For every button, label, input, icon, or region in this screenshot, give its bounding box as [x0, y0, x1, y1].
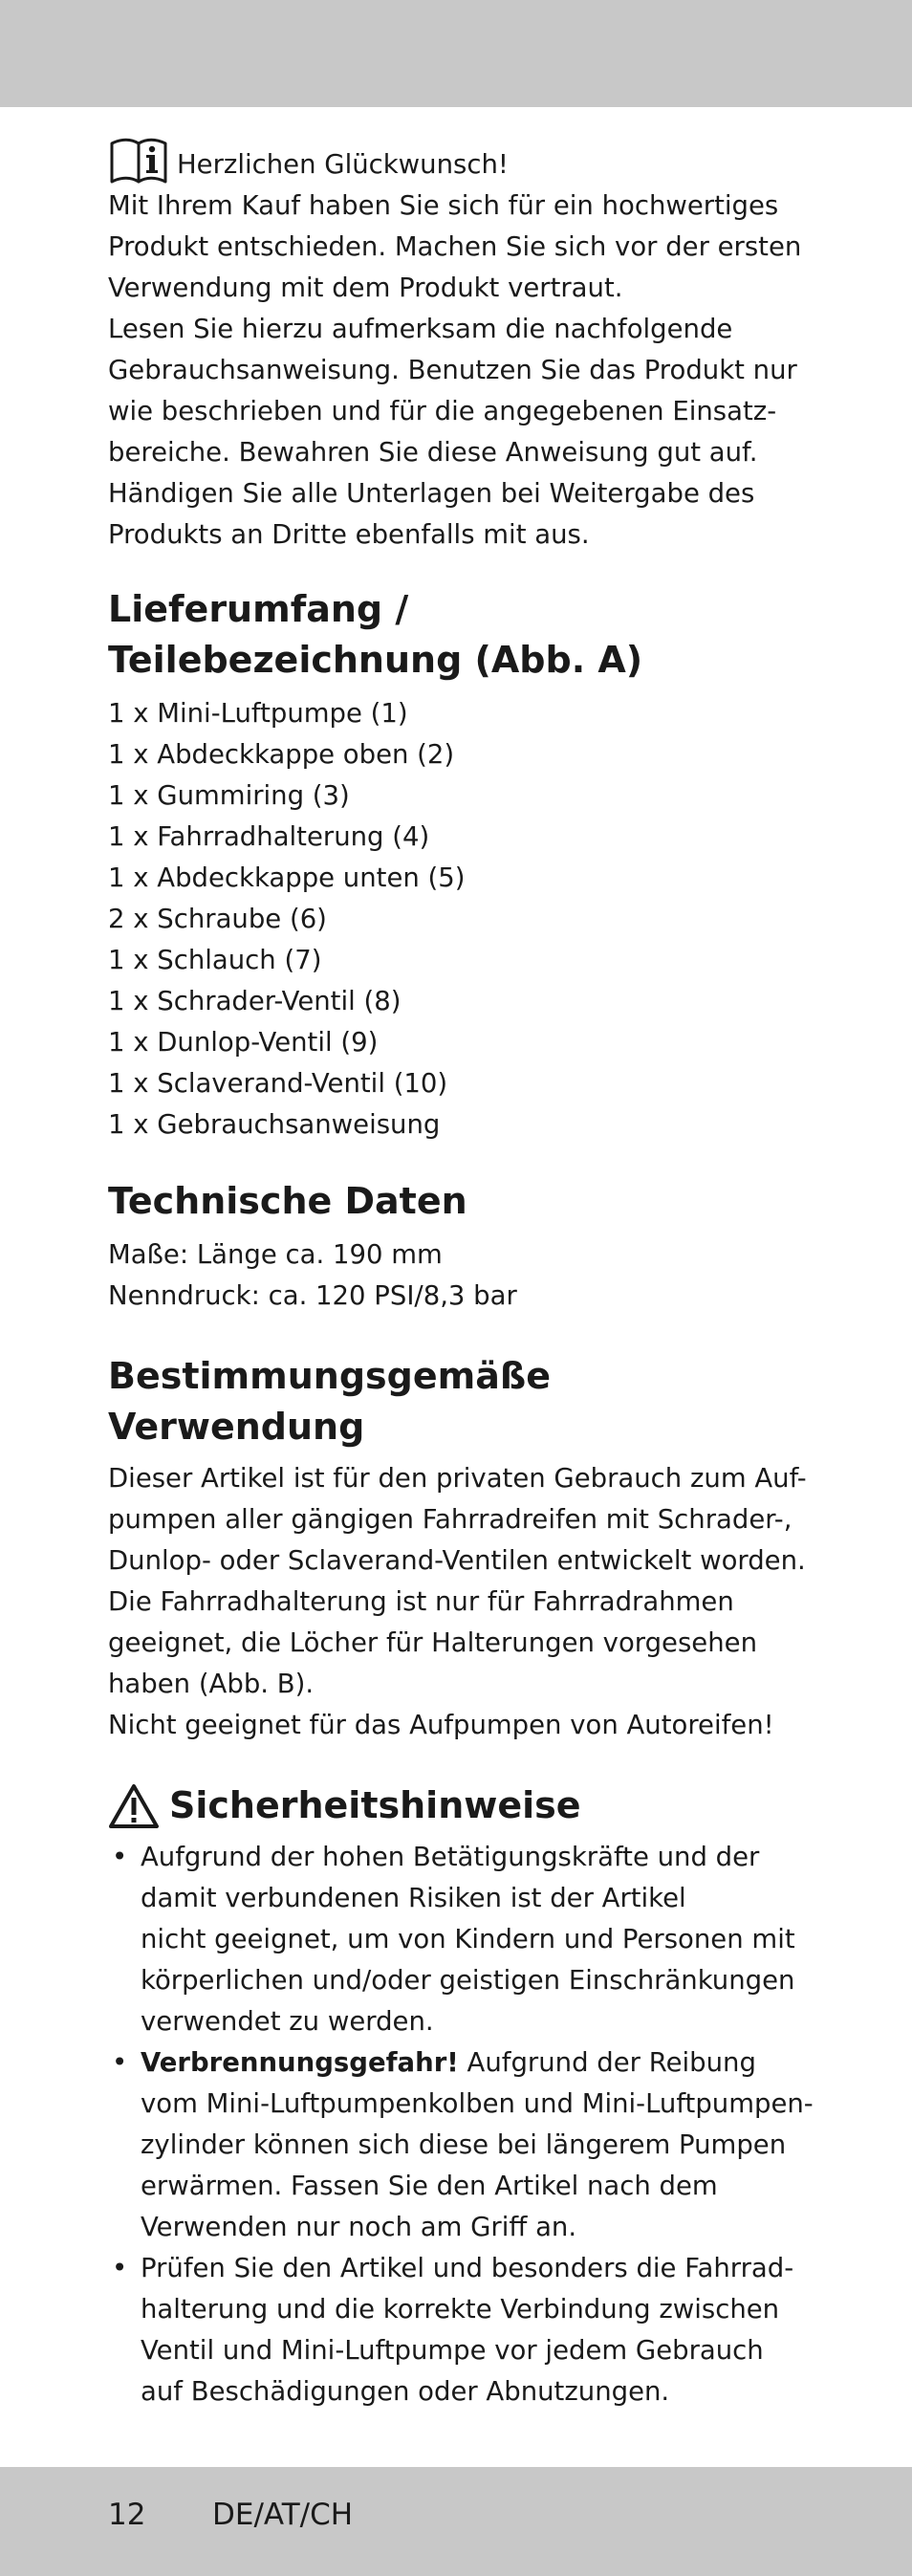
intro-line: bereiche. Bewahren Sie diese Anweisung gut auf. [108, 437, 758, 468]
technik-section [108, 1176, 815, 1317]
list-item: 1 x Gebrauchsanweisung [108, 1109, 441, 1140]
bullet-line: halterung und die korrekte Verbindung zwischen [141, 2294, 780, 2325]
intro-line: Lesen Sie hierzu aufmerksam die nachfolgende [108, 314, 733, 344]
bullet-line: Ventil und Mini-Luftpumpe vor jedem Gebrauch [141, 2335, 764, 2366]
bullet-line: vom Mini-Luftpumpenkolben und Mini-Luftpumpen- [141, 2088, 814, 2119]
bullet-line: nicht geeignet, um von Kindern und Personen mit [141, 1924, 795, 1954]
safety-bullets [108, 1837, 815, 2412]
page-content [108, 136, 815, 2412]
body-line: Dunlop- oder Sclaverand-Ventilen entwickelt worden. [108, 1545, 806, 1576]
info-book-icon [108, 136, 169, 186]
bestimmung-heading-line-2: Verwendung [108, 1406, 365, 1448]
bullet-line: Aufgrund der hohen Betätigungskräfte und der [141, 1842, 760, 1872]
list-item: 2 x Schraube (6) [108, 904, 327, 934]
intro-line: wie beschrieben und für die angegebenen Einsatz- [108, 396, 777, 426]
list-item: 1 x Sclaverand-Ventil (10) [108, 1068, 448, 1099]
bullet-dot: • [112, 1842, 128, 1872]
bullet-dot: • [112, 2047, 128, 2078]
intro-line: Gebrauchsanweisung. Benutzen Sie das Produkt nur [108, 355, 797, 385]
bullet-line [141, 2042, 815, 2084]
intro-line: Händigen Sie alle Unterlagen bei Weitergabe des [108, 478, 755, 509]
page-number: 12 [108, 2498, 146, 2532]
bullet-line: erwärmen. Fassen Sie den Artikel nach dem [141, 2171, 718, 2201]
bullet-line: verwendet zu werden. [141, 2006, 434, 2037]
bullet-dot: • [112, 2253, 128, 2283]
body-line: Nicht geeignet für das Aufpumpen von Autoreifen! [108, 1710, 774, 1740]
parts-list [108, 693, 815, 1146]
list-item: 1 x Schrader-Ventil (8) [108, 986, 402, 1016]
bullet-line: körperlichen und/oder geistigen Einschränkungen [141, 1965, 795, 1996]
list-item [108, 2248, 815, 2412]
language-code: DE/AT/CH [212, 2498, 354, 2532]
list-item: 1 x Mini-Luftpumpe (1) [108, 698, 408, 729]
top-band [0, 0, 912, 107]
intro-line: Produkts an Dritte ebenfalls mit aus. [108, 519, 590, 550]
list-item: 1 x Abdeckkappe oben (2) [108, 739, 455, 770]
lieferumfang-section [108, 584, 815, 1146]
sicherheit-heading-row [108, 1780, 815, 1831]
intro-greeting: Herzlichen Glückwunsch! [177, 149, 509, 180]
spec-dimensions: Maße: Länge ca. 190 mm [108, 1239, 443, 1270]
body-line: Dieser Artikel ist für den privaten Gebrauch zum Auf- [108, 1463, 807, 1494]
tech-specs [108, 1234, 815, 1317]
intro-line: Verwendung mit dem Produkt vertraut. [108, 273, 623, 303]
bestimmung-heading-line-1: Bestimmungsgemäße [108, 1355, 551, 1397]
sicherheit-heading: Sicherheitshinweise [169, 1784, 581, 1826]
bullet-line: Prüfen Sie den Artikel und besonders die Fahrrad- [141, 2253, 794, 2283]
list-item: 1 x Gummiring (3) [108, 780, 350, 811]
bullet-line: auf Beschädigungen oder Abnutzungen. [141, 2376, 670, 2407]
intro-line: Produkt entschieden. Machen Sie sich vor der ersten [108, 231, 802, 262]
burn-warning-label: Verbrennungsgefahr! [141, 2047, 459, 2078]
list-item: 1 x Abdeckkappe unten (5) [108, 862, 466, 893]
bestimmung-text [108, 1458, 815, 1746]
warning-triangle-icon [108, 1782, 160, 1830]
sicherheit-section [108, 1780, 815, 2412]
intro-section [108, 136, 815, 556]
bullet-line: damit verbundenen Risiken ist der Artikel [141, 1883, 686, 1913]
body-line: Die Fahrradhalterung ist nur für Fahrradrahmen [108, 1586, 734, 1617]
list-item: 1 x Fahrradhalterung (4) [108, 821, 430, 852]
spec-pressure: Nenndruck: ca. 120 PSI/8,3 bar [108, 1280, 517, 1311]
body-line: pumpen aller gängigen Fahrradreifen mit Schrader-, [108, 1504, 793, 1535]
bullet-line-rest: Aufgrund der Reibung [458, 2047, 756, 2078]
lieferumfang-heading-line-2: Teilebezeichnung (Abb. A) [108, 639, 643, 681]
bullet-line: zylinder können sich diese bei längerem Pumpen [141, 2129, 787, 2160]
list-item [108, 2042, 815, 2248]
lieferumfang-heading-line-1: Lieferumfang / [108, 588, 409, 630]
body-line: haben (Abb. B). [108, 1669, 315, 1699]
bullet-line: Verwenden nur noch am Griff an. [141, 2212, 577, 2242]
list-item: 1 x Schlauch (7) [108, 945, 322, 975]
intro-line: Mit Ihrem Kauf haben Sie sich für ein hochwertiges [108, 190, 779, 221]
intro-greeting-line [108, 136, 815, 186]
list-item [108, 1837, 815, 2042]
technik-heading: Technische Daten [108, 1180, 467, 1222]
body-line: geeignet, die Löcher für Halterungen vorgesehen [108, 1627, 758, 1658]
bestimmung-section [108, 1351, 815, 1746]
list-item: 1 x Dunlop-Ventil (9) [108, 1027, 379, 1058]
